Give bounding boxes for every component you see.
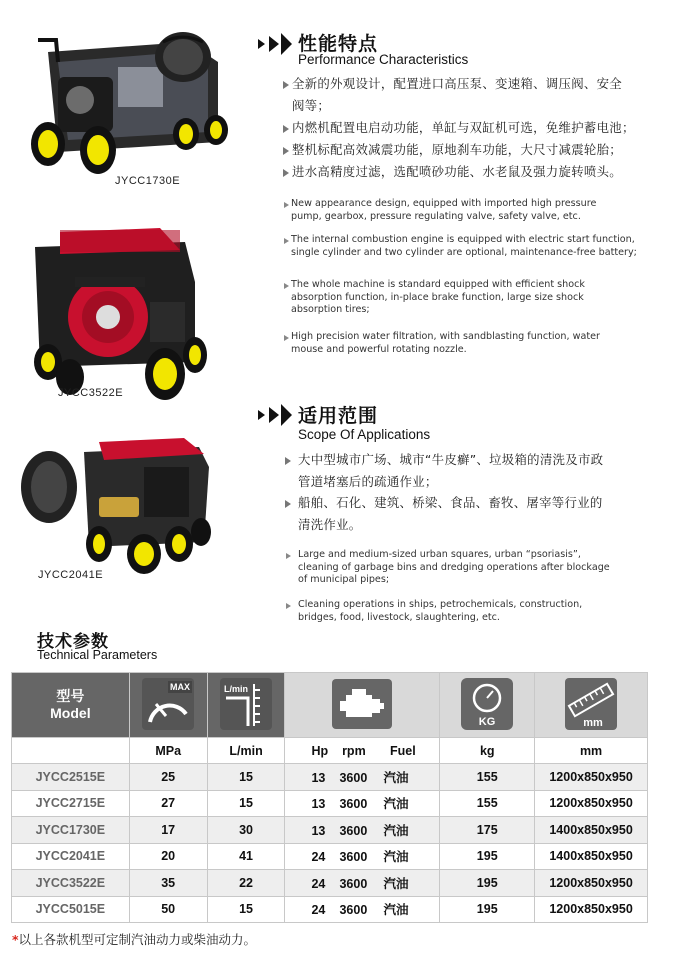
engine-cell — [285, 870, 440, 897]
bullet-icon — [283, 147, 289, 155]
footnote — [12, 930, 256, 948]
bullet-icon — [283, 169, 289, 177]
max-label: MAX — [170, 681, 191, 692]
bullet-icon — [283, 125, 289, 133]
flow-icon-cell — [207, 673, 285, 738]
flow-cell: 41 — [207, 843, 285, 870]
cn-bullet-text: 内燃机配置电启动功能，单缸与双缸机可选，免维护蓄电池； — [292, 120, 635, 135]
product-image-jycc1730e — [18, 22, 238, 182]
en-bullet-text: The internal combustion engine is equipped with electric start function, single cylinder and two cylinder are optional, maintenance-free battery; — [291, 234, 637, 258]
model-cell: JYCC1730E — [12, 817, 130, 844]
product-label: JYCC1730E — [115, 175, 181, 187]
model-header-cell: 型号 Model — [12, 673, 130, 738]
en-bullet-text: Large and medium-sized urban squares, urban “psoriasis”, cleaning of garbage bins and dredging operations after blockage of municipal pipes; — [298, 549, 610, 585]
bullet-icon — [283, 81, 289, 89]
table-row — [12, 870, 648, 897]
section-title-en: Technical Parameters — [37, 648, 158, 662]
cn-bullet-text: 阀等； — [292, 98, 331, 113]
engine-cell — [285, 764, 440, 791]
pressure-cell: 17 — [129, 817, 207, 844]
cn-bullet-text: 管道堵塞后的疏通作业； — [298, 474, 438, 489]
pressure-cell: 25 — [129, 764, 207, 791]
weight-cell: 195 — [440, 843, 535, 870]
engine-rpm: 3600 — [339, 823, 368, 838]
engine-fuel: 汽油 — [383, 797, 409, 812]
weight-cell: 195 — [440, 896, 535, 923]
section-title-cn: 技术参数 — [37, 632, 109, 652]
size-icon-cell — [535, 673, 648, 738]
table-row — [12, 817, 648, 844]
flow-cell: 15 — [207, 896, 285, 923]
spec-units-row — [12, 738, 648, 764]
table-row — [12, 790, 648, 817]
engine-rpm: 3600 — [339, 797, 368, 812]
engine-hp: 24 — [311, 876, 326, 891]
flow-rate-icon — [218, 676, 274, 732]
pressure-cell: 50 — [129, 896, 207, 923]
engine-rpm: 3600 — [339, 876, 368, 891]
weight-cell: 155 — [440, 790, 535, 817]
table-row — [12, 764, 648, 791]
unit-cell-engine: Hp rpm Fuel — [285, 738, 440, 764]
product-label: JYCC3522E — [58, 387, 124, 399]
unit-cell-empty — [12, 738, 130, 764]
section-title-en: Performance Characteristics — [298, 52, 469, 67]
model-cell: JYCC3522E — [12, 870, 130, 897]
section-title-cn: 性能特点 — [298, 33, 379, 55]
bullet-icon — [286, 553, 291, 559]
spec-icon-row — [12, 673, 648, 738]
pressure-cell: 27 — [129, 790, 207, 817]
en-bullet-text: The whole machine is standard equipped with efficient shock absorption function, in-place brake function, large size shock absorption tires; — [291, 279, 585, 315]
section-title-en: Scope Of Applications — [298, 427, 431, 442]
flow-cell: 22 — [207, 870, 285, 897]
cn-bullet-text: 大中型城市广场、城市“牛皮癣”、垃圾箱的清洗及市政 — [298, 452, 604, 467]
asterisk-icon: * — [12, 932, 19, 947]
weight-icon-cell — [440, 673, 535, 738]
cn-bullet-text: 船舶、石化、建筑、桥梁、食品、畜牧、屠宰等行业的 — [298, 495, 603, 510]
engine-hp: 24 — [311, 850, 326, 865]
engine-icon — [332, 679, 392, 729]
engine-hp: 24 — [311, 903, 326, 918]
engine-hp: 13 — [311, 770, 326, 785]
weight-cell: 175 — [440, 817, 535, 844]
engine-fuel: 汽油 — [383, 770, 409, 785]
engine-fuel: 汽油 — [383, 876, 409, 891]
dimension-cell: 1400x850x950 — [535, 843, 648, 870]
unit-cell: mm — [535, 738, 648, 764]
lmin-label: L/min — [224, 683, 249, 694]
product-image-jycc2041e — [14, 432, 214, 577]
cn-bullet-text: 全新的外观设计，配置进口高压泵、变速箱、调压阀、安全 — [292, 76, 622, 91]
en-bullet-text: Cleaning operations in ships, petrochemicals, construction, bridges, food, livestock, slaughtering, etc. — [298, 599, 583, 623]
dimension-cell: 1400x850x950 — [535, 817, 648, 844]
bullet-icon — [284, 335, 289, 341]
unit-cell: kg — [440, 738, 535, 764]
engine-hp: 13 — [311, 823, 326, 838]
engine-cell — [285, 896, 440, 923]
model-cell: JYCC2041E — [12, 843, 130, 870]
dimension-cell: 1200x850x950 — [535, 870, 648, 897]
spec-table — [11, 672, 648, 923]
engine-fuel: 汽油 — [383, 823, 409, 838]
dimension-cell: 1200x850x950 — [535, 896, 648, 923]
ruler-icon — [563, 676, 619, 732]
bullet-icon — [286, 603, 291, 609]
dimension-cell: 1200x850x950 — [535, 790, 648, 817]
engine-cell — [285, 817, 440, 844]
kg-label: KG — [478, 715, 496, 728]
footnote-text: 以上各款机型可定制汽油动力或柴油动力。 — [18, 932, 257, 947]
weight-cell: 155 — [440, 764, 535, 791]
en-bullet-text: New appearance design, equipped with imported high pressure pump, gearbox, pressure regulating valve, safety valve, etc. — [291, 198, 597, 222]
bullet-icon — [285, 500, 291, 508]
flow-cell: 15 — [207, 764, 285, 791]
pressure-cell: 20 — [129, 843, 207, 870]
engine-fuel: 汽油 — [383, 903, 409, 918]
unit-cell: MPa — [129, 738, 207, 764]
engine-fuel: 汽油 — [383, 850, 409, 865]
engine-rpm: 3600 — [339, 770, 368, 785]
flow-cell: 15 — [207, 790, 285, 817]
pressure-icon-cell — [129, 673, 207, 738]
weight-scale-icon — [459, 676, 515, 732]
en-bullet-text: High precision water filtration, with sandblasting function, water mouse and powerful rotating nozzle. — [291, 331, 600, 355]
mm-label: mm — [583, 716, 603, 729]
cn-bullet-text: 进水高精度过滤，选配喷砂功能、水老鼠及强力旋转喷头。 — [292, 164, 622, 179]
section-arrow-icon — [256, 33, 292, 55]
flow-cell: 30 — [207, 817, 285, 844]
table-row — [12, 896, 648, 923]
cn-bullet-text: 清洗作业。 — [298, 517, 362, 532]
model-cell: JYCC5015E — [12, 896, 130, 923]
engine-cell — [285, 843, 440, 870]
pressure-cell: 35 — [129, 870, 207, 897]
engine-hp: 13 — [311, 797, 326, 812]
model-cell: JYCC2715E — [12, 790, 130, 817]
bullet-icon — [284, 238, 289, 244]
engine-rpm: 3600 — [339, 903, 368, 918]
bullet-icon — [284, 202, 289, 208]
section-title-cn: 适用范围 — [298, 405, 379, 427]
model-cell: JYCC2515E — [12, 764, 130, 791]
spec-table-body — [12, 764, 648, 923]
weight-cell: 195 — [440, 870, 535, 897]
cn-bullet-text: 整机标配高效减震功能，原地刹车功能，大尺寸减震轮胎； — [292, 142, 622, 157]
engine-cell — [285, 790, 440, 817]
engine-icon-cell — [285, 673, 440, 738]
product-label: JYCC2041E — [38, 569, 104, 581]
product-image-jycc3522e — [20, 222, 210, 407]
engine-rpm: 3600 — [339, 850, 368, 865]
dimension-cell: 1200x850x950 — [535, 764, 648, 791]
bullet-icon — [284, 283, 289, 289]
unit-cell: L/min — [207, 738, 285, 764]
table-row — [12, 843, 648, 870]
section-arrow-icon — [256, 404, 292, 426]
pressure-gauge-icon — [140, 676, 196, 732]
bullet-icon — [285, 457, 291, 465]
